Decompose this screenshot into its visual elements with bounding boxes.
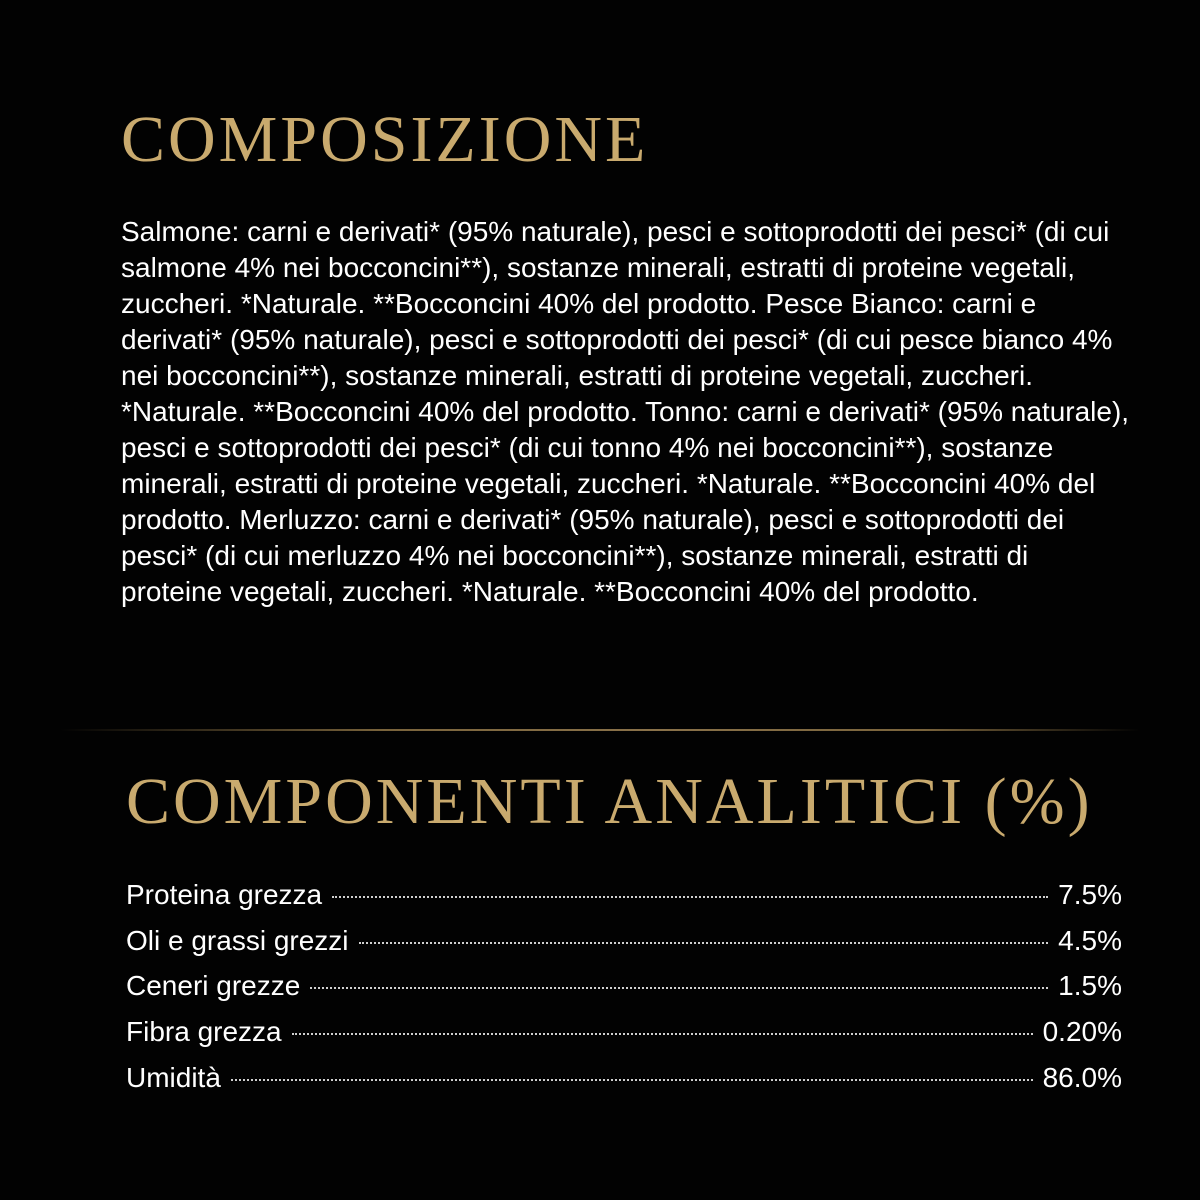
section-divider (60, 729, 1140, 731)
analytical-components-title: COMPONENTI ANALITICI (%) (126, 765, 1093, 838)
analysis-row-label: Oli e grassi grezzi (126, 924, 349, 956)
dot-leader (332, 896, 1048, 898)
dot-leader (359, 942, 1049, 944)
analysis-row-moisture (126, 1055, 1122, 1101)
analysis-row-value: 0.20% (1042, 1016, 1122, 1048)
analysis-row-crude-fibre (126, 1009, 1122, 1055)
analysis-row-crude-fat (126, 918, 1122, 964)
analysis-row-crude-protein (126, 872, 1122, 918)
analysis-row-value: 4.5% (1058, 924, 1122, 956)
analysis-row-value: 7.5% (1058, 879, 1122, 910)
analysis-row-label: Proteina grezza (126, 879, 323, 910)
analysis-row-label: Ceneri grezze (126, 970, 301, 1002)
analysis-row-label: Fibra grezza (126, 1016, 282, 1048)
dot-leader (310, 987, 1048, 989)
analysis-row-crude-ash (126, 963, 1122, 1009)
analysis-row-label: Umidità (126, 1061, 221, 1093)
analysis-row-value: 1.5% (1058, 970, 1122, 1002)
dot-leader (231, 1079, 1033, 1081)
composition-text: Salmone: carni e derivati* (95% naturale), pesci e sottoprodotti dei pesci* (di cui salmone 4% nei bocconcini**), sostanze minerali, estratti di proteine vegetali, zuccheri. *Naturale. **Bocconcini 40% del prodotto. Pesce Bianco: carni e derivati* (95% naturale), pesci e sottoprodotti dei pesci* (di cui pesce bianco 4% nei bocconcini**), sostanze minerali, estratti di proteine vegetali, zuccheri. *Naturale. **Bocconcini 40% del prodotto. Tonno: carni e derivati* (95% naturale), pesci e sottoprodotti dei pesci* (di cui tonno 4% nei bocconcini**), sostanze minerali, estratti di proteine vegetali, zuccheri. *Naturale. **Bocconcini 40% del prodotto. Merluzzo: carni e derivati* (95% naturale), pesci e sottoprodotti dei pesci* (di cui merluzzo 4% nei bocconcini**), sostanze minerali, estratti di proteine vegetali, zuccheri. *Naturale. **Bocconcini 40% del prodotto. (121, 216, 1130, 607)
composition-title: COMPOSIZIONE (121, 103, 649, 176)
analytical-components-table (126, 872, 1122, 1100)
dot-leader (292, 1033, 1033, 1035)
analysis-row-value: 86.0% (1042, 1061, 1122, 1093)
